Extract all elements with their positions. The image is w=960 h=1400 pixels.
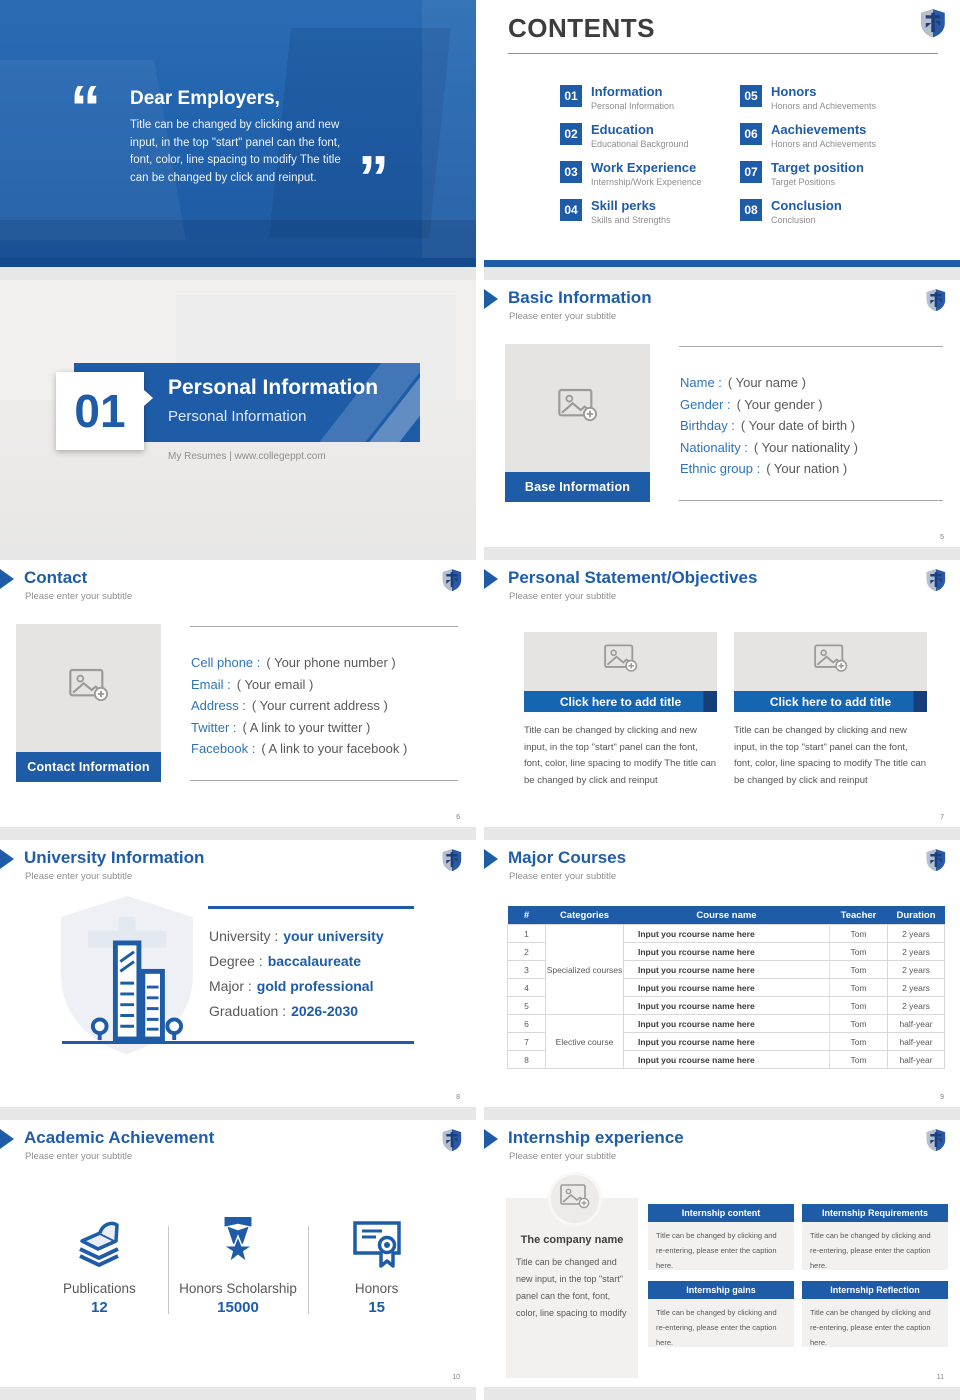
field-label: Birthday : <box>680 418 735 433</box>
field-value: gold professional <box>256 978 374 994</box>
title-arrow-icon <box>484 849 498 869</box>
item-title: Skill perks <box>591 198 657 213</box>
cell-category: Elective course <box>546 1015 624 1069</box>
company-name: The company name <box>520 1234 624 1246</box>
section-subtitle: Personal Information <box>168 408 307 425</box>
university-fields <box>209 924 384 1024</box>
field-value: ( Your nationality ) <box>753 439 858 455</box>
info-fields <box>680 372 948 480</box>
accent-line <box>62 1041 414 1044</box>
field-value: ( Your date of birth ) <box>740 418 856 433</box>
field-value: ( Your current address ) <box>251 698 388 713</box>
photo-placeholder[interactable] <box>505 344 650 502</box>
cell-teacher: Tom <box>830 1051 888 1069</box>
field-label: Gender : <box>680 396 731 412</box>
page-title: Personal Statement/Objectives <box>508 568 758 587</box>
section-number: 01 <box>74 385 126 437</box>
cell-teacher: Tom <box>830 961 888 979</box>
table-row[interactable] <box>508 1015 945 1033</box>
stat-label: Honors Scholarship <box>179 1281 297 1296</box>
slide-academic-achievement[interactable] <box>0 1120 476 1387</box>
column-header: # <box>508 906 546 925</box>
statement-body: Title can be changed by clicking and new input, in the top "start" panel can the font, font, color, line spacing to modify The title can be changed by click and reinput <box>524 725 717 786</box>
item-subtitle: Internship/Work Experience <box>591 177 702 187</box>
table-header-row <box>508 906 945 925</box>
cell-duration: half-year <box>888 1051 945 1069</box>
field-row <box>680 394 948 416</box>
page-subtitle: Please enter your subtitle <box>25 1151 133 1162</box>
image-placeholder-icon <box>814 644 848 679</box>
title-arrow-icon <box>0 569 14 589</box>
stat-value: 15000 <box>217 1299 259 1316</box>
honors-certificate-icon <box>307 1212 446 1268</box>
cell-course: Input you rcourse name here <box>624 925 830 943</box>
page-subtitle: Please enter your subtitle <box>509 591 617 602</box>
field-value: ( Your phone number ) <box>266 655 396 670</box>
field-value: ( Your name ) <box>727 375 806 390</box>
page-number: 8 <box>456 1094 460 1101</box>
statement-card <box>734 632 927 789</box>
cell-teacher: Tom <box>830 979 888 997</box>
internship-box-body: Title can be changed by clicking and re-entering, please enter the caption here. <box>802 1299 948 1347</box>
item-subtitle: Conclusion <box>771 215 816 225</box>
stats-row <box>30 1212 446 1316</box>
brand-logo-icon <box>442 568 462 597</box>
cell-duration: 2 years <box>888 925 945 943</box>
company-description: Title can be changed and new input, in the top "start" panel can the font, font, color, line spacing to modify <box>516 1257 627 1318</box>
contents-title: CONTENTS <box>508 13 655 43</box>
contents-item[interactable] <box>740 85 910 111</box>
item-number-badge: 01 <box>560 85 582 107</box>
cell-duration: 2 years <box>888 943 945 961</box>
field-label: Degree : <box>209 953 263 969</box>
cell-num: 4 <box>508 979 546 997</box>
field-row <box>209 974 384 999</box>
image-placeholder-icon <box>558 388 598 429</box>
item-subtitle: Target Positions <box>771 177 836 187</box>
page-subtitle: Please enter your subtitle <box>509 311 617 322</box>
slide-contact[interactable] <box>0 560 476 827</box>
item-number-badge: 03 <box>560 161 582 183</box>
field-row <box>680 372 948 394</box>
internship-box <box>802 1204 948 1270</box>
quote-line: font, color, line spacing to modify The title <box>130 154 341 166</box>
section-footer: My Resumes | www.collegeppt.com <box>168 451 326 462</box>
quote-line: input, in the top "start" panel can the font, <box>130 136 341 149</box>
page-subtitle: Please enter your subtitle <box>509 871 617 882</box>
title-arrow-icon <box>484 289 498 309</box>
field-label: Ethnic group : <box>680 461 761 476</box>
stat-value: 15 <box>368 1299 386 1316</box>
slide-internship-experience[interactable] <box>484 1120 960 1387</box>
photo-placeholder[interactable] <box>548 1172 602 1226</box>
statement-body: Title can be changed by clicking and new input, in the top "start" panel can the font, font, color, line spacing to modify The title can be changed by click and reinput <box>734 725 927 786</box>
cell-num: 2 <box>508 943 546 961</box>
item-number-badge: 06 <box>740 123 762 145</box>
item-title: Aachievements <box>771 122 867 137</box>
page-subtitle: Please enter your subtitle <box>25 591 133 602</box>
cell-duration: 2 years <box>888 997 945 1015</box>
contents-item[interactable] <box>560 199 730 225</box>
pointer-triangle <box>144 390 153 406</box>
quote-line: Title can be changed by clicking and new <box>130 119 340 131</box>
title-arrow-icon <box>484 1129 498 1149</box>
cell-teacher: Tom <box>830 997 888 1015</box>
slide-major-courses[interactable] <box>484 840 960 1107</box>
cell-course: Input you rcourse name here <box>624 979 830 997</box>
field-value: ( A link to your twitter ) <box>242 719 371 735</box>
photo-placeholder[interactable] <box>16 624 161 782</box>
divider <box>190 626 458 627</box>
divider <box>508 53 938 54</box>
quote-line: can be changed by click and reinput. <box>130 171 317 184</box>
page-title: Internship experience <box>508 1128 684 1147</box>
brand-logo-icon <box>926 288 946 317</box>
cell-teacher: Tom <box>830 1015 888 1033</box>
field-value: your university <box>283 928 384 944</box>
field-value: ( A link to your facebook ) <box>261 741 408 756</box>
info-fields <box>191 652 459 760</box>
page-number: 11 <box>936 1374 944 1381</box>
item-number-badge: 07 <box>740 161 762 183</box>
item-number-badge: 02 <box>560 123 582 145</box>
close-quote-mark: ” <box>358 144 389 213</box>
cell-num: 1 <box>508 925 546 943</box>
building-icon <box>86 938 184 1047</box>
internship-box-body: Title can be changed by clicking and re-entering, please enter the caption here. <box>648 1299 794 1347</box>
slide-university-information[interactable] <box>0 840 476 1107</box>
cell-num: 5 <box>508 997 546 1015</box>
internship-box-body: Title can be changed by clicking and re-entering, please enter the caption here. <box>802 1222 948 1270</box>
cell-duration: half-year <box>888 1033 945 1051</box>
field-label: Graduation : <box>209 1003 287 1019</box>
column-header: Course name <box>624 906 830 925</box>
page-number: 9 <box>940 1094 944 1101</box>
field-value: 2026-2030 <box>291 1003 359 1019</box>
image-placeholder-icon <box>604 644 638 679</box>
title-arrow-icon <box>0 1129 14 1149</box>
page-number: 10 <box>452 1374 460 1381</box>
divider <box>308 1226 309 1314</box>
internship-box-header: Internship content <box>648 1204 794 1222</box>
section-number-box <box>56 372 144 450</box>
slide-basic-information[interactable] <box>484 280 960 547</box>
page-title: Major Courses <box>508 848 627 867</box>
cell-duration: 2 years <box>888 961 945 979</box>
item-title: Honors <box>771 84 817 99</box>
brand-logo-icon <box>926 848 946 877</box>
slide-contents[interactable] <box>484 0 960 267</box>
publications-icon <box>30 1212 169 1268</box>
item-number-badge: 05 <box>740 85 762 107</box>
quote-title: Dear Employers, <box>130 88 280 109</box>
field-row <box>191 738 459 760</box>
slide-personal-statement[interactable] <box>484 560 960 827</box>
contents-item[interactable] <box>740 199 910 225</box>
field-value: ( Your email ) <box>236 676 314 692</box>
table-row[interactable] <box>508 925 945 943</box>
cell-num: 6 <box>508 1015 546 1033</box>
field-value: ( Your gender ) <box>736 396 823 412</box>
field-row <box>209 924 384 949</box>
page-subtitle: Please enter your subtitle <box>509 1151 617 1162</box>
brand-logo-icon <box>442 1128 462 1157</box>
item-subtitle: Honors and Achievements <box>771 101 877 111</box>
internship-box-header: Internship Requirements <box>802 1204 948 1222</box>
cell-duration: half-year <box>888 1015 945 1033</box>
stat-label: Honors <box>354 1281 399 1296</box>
image-placeholder-icon <box>560 1184 590 1215</box>
field-label: Major : <box>209 978 252 994</box>
cell-course: Input you rcourse name here <box>624 961 830 979</box>
cell-teacher: Tom <box>830 943 888 961</box>
cell-num: 3 <box>508 961 546 979</box>
cell-course: Input you rcourse name here <box>624 943 830 961</box>
field-row <box>191 674 459 696</box>
field-label: Twitter : <box>191 719 237 735</box>
title-arrow-icon <box>0 849 14 869</box>
item-title: Work Experience <box>591 160 697 175</box>
statement-card <box>524 632 717 789</box>
column-header: Categories <box>546 906 624 925</box>
scholarship-medal-icon <box>169 1212 308 1268</box>
photo-placeholder[interactable] <box>524 632 717 691</box>
column-header: Teacher <box>830 906 888 925</box>
item-title: Education <box>591 122 654 137</box>
contents-item[interactable] <box>560 161 730 187</box>
item-number-badge: 04 <box>560 199 582 221</box>
divider <box>679 500 943 501</box>
stat-honors <box>307 1212 446 1316</box>
field-label: Name : <box>680 375 722 390</box>
slide-section-01[interactable] <box>0 280 476 547</box>
stat-label: Publications <box>62 1281 136 1296</box>
internship-box <box>802 1281 948 1347</box>
cell-course: Input you rcourse name here <box>624 1033 830 1051</box>
courses-table <box>507 906 945 1069</box>
brand-logo-icon <box>920 8 946 43</box>
item-subtitle: Educational Background <box>591 139 689 149</box>
field-label: Address : <box>191 698 246 713</box>
cell-num: 8 <box>508 1051 546 1069</box>
quote-body <box>130 117 372 187</box>
item-number-badge: 08 <box>740 199 762 221</box>
field-row <box>191 717 459 739</box>
item-title: Conclusion <box>771 198 842 213</box>
image-placeholder-icon <box>69 668 109 709</box>
internship-box-header: Internship Reflection <box>802 1281 948 1299</box>
bottom-accent-bar <box>484 260 960 267</box>
page-number: 7 <box>940 814 944 821</box>
contents-item[interactable] <box>560 85 730 111</box>
field-label: University : <box>209 928 279 944</box>
page-title: Academic Achievement <box>24 1128 215 1147</box>
item-title: Information <box>591 84 663 99</box>
page-subtitle: Please enter your subtitle <box>25 871 133 882</box>
add-title-button[interactable]: Click here to add title <box>524 691 717 712</box>
cell-teacher: Tom <box>830 925 888 943</box>
field-label: Email : <box>191 676 231 692</box>
field-row <box>680 437 948 459</box>
cell-course: Input you rcourse name here <box>624 1051 830 1069</box>
field-value: ( Your nation ) <box>766 461 848 476</box>
add-title-button[interactable]: Click here to add title <box>734 691 927 712</box>
cell-category: Specialized courses <box>546 925 624 1015</box>
section-title: Personal Information <box>168 376 379 399</box>
field-row <box>209 949 384 974</box>
field-label: Cell phone : <box>191 655 261 670</box>
page-title: Contact <box>24 568 88 587</box>
slide-quote[interactable] <box>0 0 476 267</box>
item-subtitle: Personal Information <box>591 101 675 111</box>
page-title: University Information <box>24 848 205 867</box>
cell-teacher: Tom <box>830 1033 888 1051</box>
internship-box <box>648 1204 794 1270</box>
page-title: Basic Information <box>508 288 652 307</box>
photo-caption-bar: Base Information <box>505 472 650 502</box>
field-row <box>191 652 459 674</box>
item-subtitle: Skills and Strengths <box>591 215 671 225</box>
photo-placeholder[interactable] <box>734 632 927 691</box>
field-row <box>191 695 459 717</box>
internship-box <box>648 1281 794 1347</box>
field-row <box>680 415 948 437</box>
accent-line <box>208 906 414 909</box>
stat-value: 12 <box>90 1299 108 1316</box>
item-subtitle: Honors and Achievements <box>771 139 877 149</box>
photo-caption-bar: Contact Information <box>16 752 161 782</box>
contents-item[interactable] <box>560 123 730 149</box>
page-number: 5 <box>940 534 944 541</box>
building-photo-overlay <box>0 220 476 258</box>
divider <box>168 1226 169 1314</box>
contents-list <box>560 85 910 237</box>
stat-honors-scholarship <box>169 1212 308 1316</box>
field-row <box>680 458 948 480</box>
cell-num: 7 <box>508 1033 546 1051</box>
field-value: baccalaureate <box>267 953 362 969</box>
divider <box>679 346 943 347</box>
brand-logo-icon <box>442 848 462 877</box>
field-row <box>209 999 384 1024</box>
bottom-accent-bar <box>0 258 476 267</box>
stat-publications <box>30 1212 169 1316</box>
contents-item[interactable] <box>740 161 910 187</box>
page-number: 6 <box>456 814 460 821</box>
cell-duration: 2 years <box>888 979 945 997</box>
cell-course: Input you rcourse name here <box>624 1015 830 1033</box>
title-arrow-icon <box>484 569 498 589</box>
brand-logo-icon <box>926 568 946 597</box>
cell-course: Input you rcourse name here <box>624 997 830 1015</box>
internship-box-header: Internship gains <box>648 1281 794 1299</box>
column-header: Duration <box>888 906 945 925</box>
open-quote-mark: “ <box>70 74 101 143</box>
item-title: Target position <box>771 160 864 175</box>
internship-box-body: Title can be changed by clicking and re-entering, please enter the caption here. <box>648 1222 794 1270</box>
field-label: Nationality : <box>680 439 748 455</box>
field-label: Facebook : <box>191 741 256 756</box>
divider <box>190 780 458 781</box>
brand-logo-icon <box>926 1128 946 1157</box>
contents-item[interactable] <box>740 123 910 149</box>
